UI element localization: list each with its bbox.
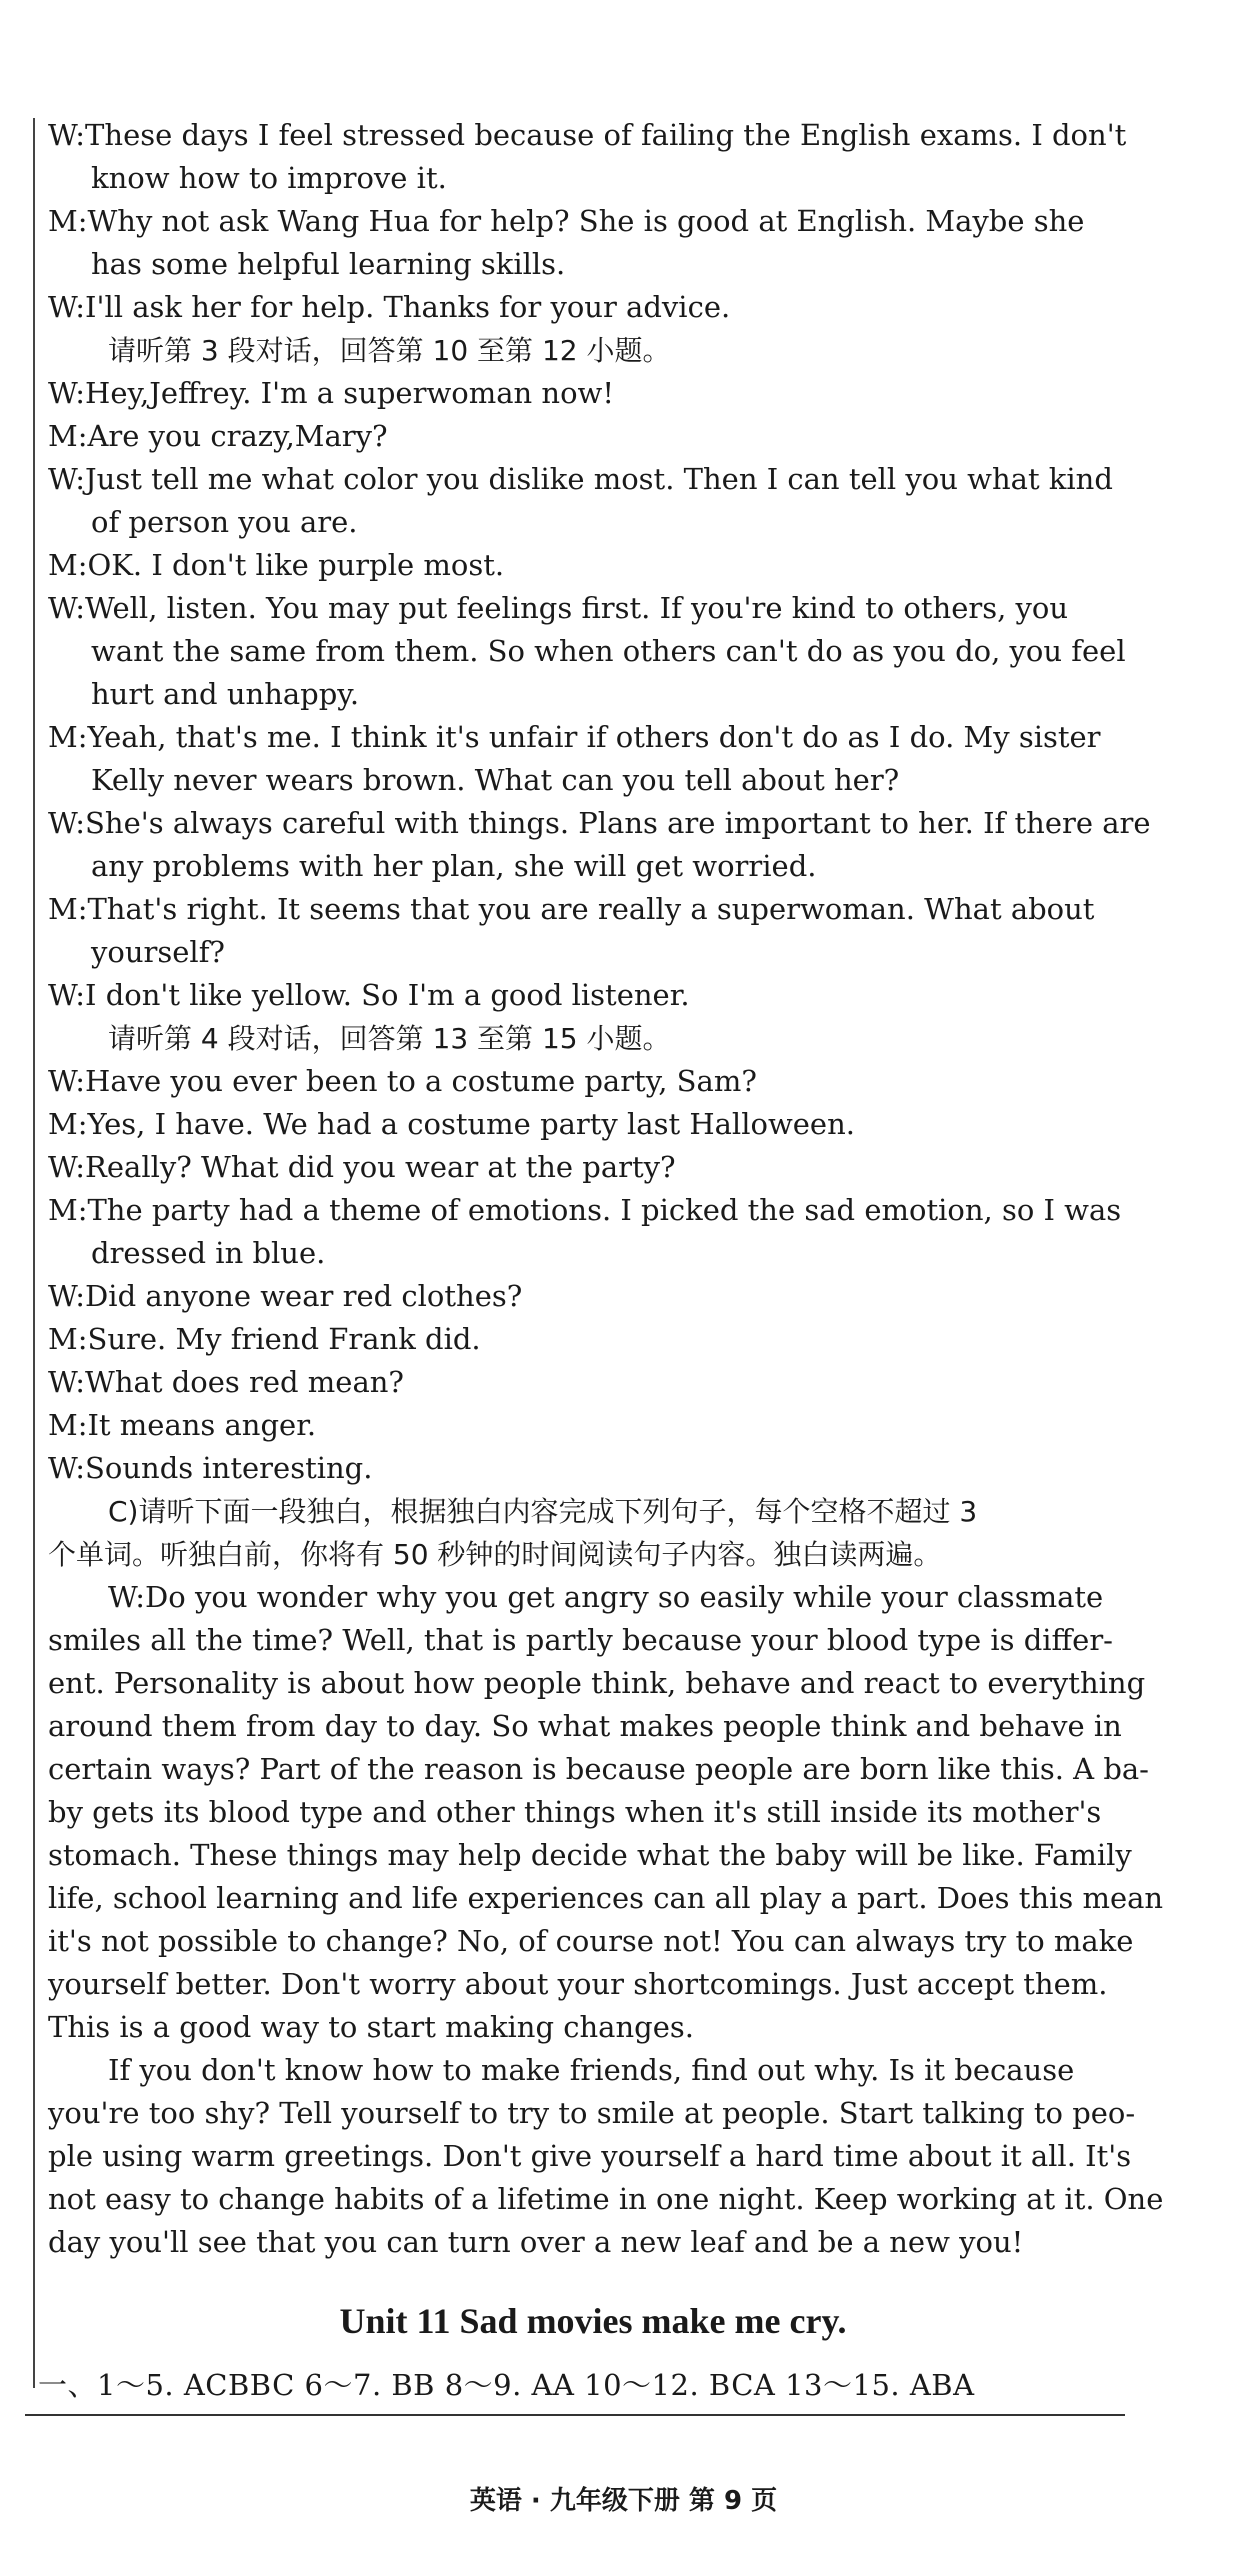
transcript-line: M:OK. I don't like purple most. (48, 548, 505, 582)
transcript-line: W:Sounds interesting. (48, 1451, 373, 1485)
transcript-line: W:Do you wonder why you get angry so easily while your classmate (108, 1580, 1104, 1614)
transcript-line: This is a good way to start making changes. (48, 2010, 694, 2044)
transcript-line: ple using warm greetings. Don't give yourself a hard time about it all. It's (48, 2139, 1132, 2173)
transcript-line: any problems with her plan, she will get worried. (91, 849, 817, 883)
transcript-line: by gets its blood type and other things when it's still inside its mother's (48, 1795, 1102, 1829)
transcript-line: life, school learning and life experiences can all play a part. Does this mean (48, 1881, 1164, 1915)
transcript-line: W:Did anyone wear red clothes? (48, 1279, 523, 1313)
transcript-line: M:Yes, I have. We had a costume party last Halloween. (48, 1107, 855, 1141)
transcript-line: want the same from them. So when others can't do as you do, you feel (91, 634, 1126, 668)
transcript-line: W:Have you ever been to a costume party, Sam? (48, 1064, 757, 1098)
transcript-line: not easy to change habits of a lifetime in one night. Keep working at it. One (48, 2182, 1164, 2216)
transcript-line: stomach. These things may help decide what the baby will be like. Family (48, 1838, 1132, 1872)
transcript-line: day you'll see that you can turn over a new leaf and be a new you! (48, 2225, 1024, 2259)
transcript-line: M:Sure. My friend Frank did. (48, 1322, 481, 1356)
transcript-line: know how to improve it. (91, 161, 447, 195)
transcript-line: M:Why not ask Wang Hua for help? She is good at English. Maybe she (48, 204, 1085, 238)
transcript-line: W:I don't like yellow. So I'm a good listener. (48, 978, 690, 1012)
footer-divider (25, 2414, 1125, 2416)
transcript-line: dressed in blue. (91, 1236, 326, 1270)
transcript-line: W:I'll ask her for help. Thanks for your advice. (48, 290, 731, 324)
unit-title: Unit 11 Sad movies make me cry. (339, 2301, 847, 2341)
transcript-line: W:Well, listen. You may put feelings first. If you're kind to others, you (48, 591, 1069, 625)
transcript-line: around them from day to day. So what makes people think and behave in (48, 1709, 1122, 1743)
transcript-line: it's not possible to change? No, of course not! You can always try to make (48, 1924, 1134, 1958)
transcript-line: W:Really? What did you wear at the party? (48, 1150, 676, 1184)
section-instruction: C)请听下面一段独白，根据独白内容完成下列句子，每个空格不超过 3 (108, 1495, 978, 1528)
transcript-line: W:What does red mean? (48, 1365, 404, 1399)
transcript-line: W:She's always careful with things. Plans are important to her. If there are (48, 806, 1151, 840)
section-instruction: 请听第 3 段对话，回答第 10 至第 12 小题。 (108, 334, 671, 367)
transcript-line: yourself better. Don't worry about your shortcomings. Just accept them. (48, 1967, 1108, 2001)
transcript-line: Kelly never wears brown. What can you tell about her? (91, 763, 900, 797)
transcript-line: M:The party had a theme of emotions. I picked the sad emotion, so I was (48, 1193, 1122, 1227)
transcript-line: ent. Personality is about how people think, behave and react to everything (48, 1666, 1146, 1700)
section-instruction: 个单词。听独白前，你将有 50 秒钟的时间阅读句子内容。独白读两遍。 (48, 1538, 942, 1571)
margin-rule (33, 118, 35, 2388)
answer-key: 一、1～5. ACBBC 6～7. BB 8～9. AA 10～12. BCA 13～15. ABA (38, 2368, 975, 2402)
transcript-line: certain ways? Part of the reason is because people are born like this. A ba- (48, 1752, 1149, 1786)
transcript-line: hurt and unhappy. (91, 677, 360, 711)
transcript-line: of person you are. (91, 505, 358, 539)
transcript-line: M:Yeah, that's me. I think it's unfair if others don't do as I do. My sister (48, 720, 1101, 754)
transcript-line: W:These days I feel stressed because of failing the English exams. I don't (48, 118, 1127, 152)
page-footer: 英语 · 九年级下册 第 9 页 (469, 2486, 778, 2516)
transcript-line: yourself? (91, 935, 225, 969)
transcript-line: you're too shy? Tell yourself to try to smile at people. Start talking to peo- (48, 2096, 1136, 2130)
transcript-line: W:Hey,Jeffrey. I'm a superwoman now! (48, 376, 615, 410)
transcript-line: M:That's right. It seems that you are really a superwoman. What about (48, 892, 1095, 926)
transcript-line: M:It means anger. (48, 1408, 317, 1442)
transcript-line: has some helpful learning skills. (91, 247, 566, 281)
transcript-line: W:Just tell me what color you dislike most. Then I can tell you what kind (48, 462, 1113, 496)
transcript-line: If you don't know how to make friends, find out why. Is it because (108, 2053, 1075, 2087)
transcript-line: smiles all the time? Well, that is partly because your blood type is differ- (48, 1623, 1113, 1657)
transcript-line: M:Are you crazy,Mary? (48, 419, 388, 453)
section-instruction: 请听第 4 段对话，回答第 13 至第 15 小题。 (108, 1022, 671, 1055)
transcript-content (38, 114, 1164, 2407)
